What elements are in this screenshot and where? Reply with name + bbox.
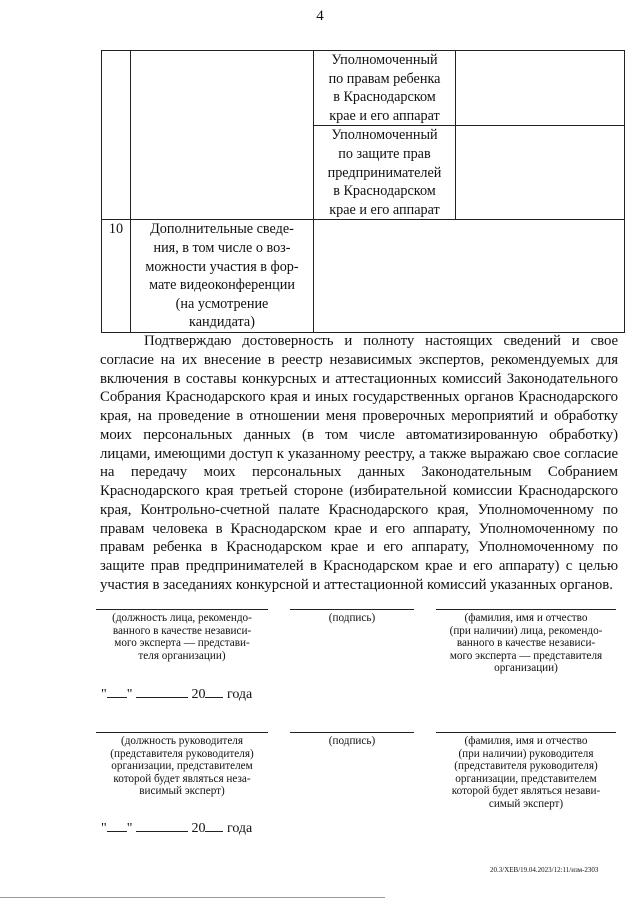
signature-line <box>290 732 414 733</box>
date-line: " " 20 года <box>101 821 253 836</box>
label-line: можности участия в фор- <box>145 258 299 275</box>
page-number: 4 <box>316 8 324 24</box>
authority-line: Уполномоченный <box>331 127 438 144</box>
position-line <box>96 732 268 733</box>
signature-line <box>290 609 414 610</box>
footer-code: 20.3/XEB/19.04.2023/12:11/изм-2303 <box>490 866 599 874</box>
label-line: Дополнительные сведе- <box>150 221 294 238</box>
authority-line: в Краснодарском <box>333 183 436 200</box>
row-number-cell <box>102 51 131 220</box>
authority-cell <box>314 51 456 126</box>
row-label-cell <box>131 220 314 333</box>
answer-cell <box>314 220 625 333</box>
authority-line: предпринимателей <box>327 164 442 181</box>
authority-line: по защите прав <box>338 145 431 162</box>
authority-line: по правам ребенка <box>328 70 441 87</box>
label-line: ния, в том числе о воз- <box>153 239 291 256</box>
row-label-cell <box>131 51 314 220</box>
position-caption: (должность лица, рекомендо- ванного в качестве независи- мого эксперта — представи- теля организации) <box>112 612 252 662</box>
signature-caption: (подпись) <box>328 612 376 624</box>
table-row <box>102 220 625 333</box>
answer-cell <box>456 126 625 220</box>
name-caption: (фамилия, имя и отчество (при наличии) лица, рекомендо- ванного в качестве независи- мого эксперта — представителя организации) <box>449 612 603 674</box>
label-line: мате видеоконференции <box>149 277 295 294</box>
consent-paragraph: Подтверждаю достоверность и полноту настоящих сведений и свое согласие на их внесение в реестр независимых экспертов, рекомендуемых для включения в составы конкурсных и аттестационных комиссий Законодательного Собрания Краснодарского края и иных государственных органов Краснодарского края, на проведение в отношении меня проверочных мероприятий и обработку моих персональных данных (в том числе автоматизированную обработку) лицами, имеющими доступ к указанному реестру, а также выражаю свое согласие на передачу моих персональных данных Законодательным Собранием Краснодарского края третьей стороне (избирательной комиссии Краснодарского края, Контрольно-счетной палате Краснодарского края, Уполномоченному по правам человека в Краснодарском крае и его аппарату, Уполномоченному по правам ребенка в Краснодарском крае и его аппарату, Уполномоченному по защите прав предпринимателей в Краснодарском крае и его аппарату) с целью участия в заседаниях конкурсной и аттестационной комиссий указанных органов. <box>100 333 618 593</box>
position-caption: (должность руководителя (представителя руководителя) организации, представителем которой будет являться неза- висимый эксперт) <box>110 735 254 797</box>
expert-info-table <box>101 50 625 333</box>
authority-cell <box>314 126 456 220</box>
row-number-cell: 10 <box>102 220 131 333</box>
name-line <box>436 732 616 733</box>
date-line: " " 20 года <box>101 687 253 702</box>
table-row <box>102 51 625 126</box>
authority-line: Уполномоченный <box>331 52 438 68</box>
authority-line: крае и его аппарат <box>329 107 440 124</box>
footer-divider <box>0 897 385 898</box>
name-line <box>436 609 616 610</box>
position-line <box>96 609 268 610</box>
answer-cell <box>456 51 625 126</box>
name-caption: (фамилия, имя и отчество (при наличии) руководителя (представителя руководителя) организации, представителем которой будет являться незави- симый эксперт) <box>451 735 601 810</box>
authority-line: крае и его аппарат <box>329 201 440 218</box>
label-line: (на усмотрение <box>175 295 269 312</box>
authority-line: в Краснодарском <box>333 89 436 106</box>
label-line: кандидата) <box>189 314 255 331</box>
signature-caption: (подпись) <box>328 735 376 747</box>
